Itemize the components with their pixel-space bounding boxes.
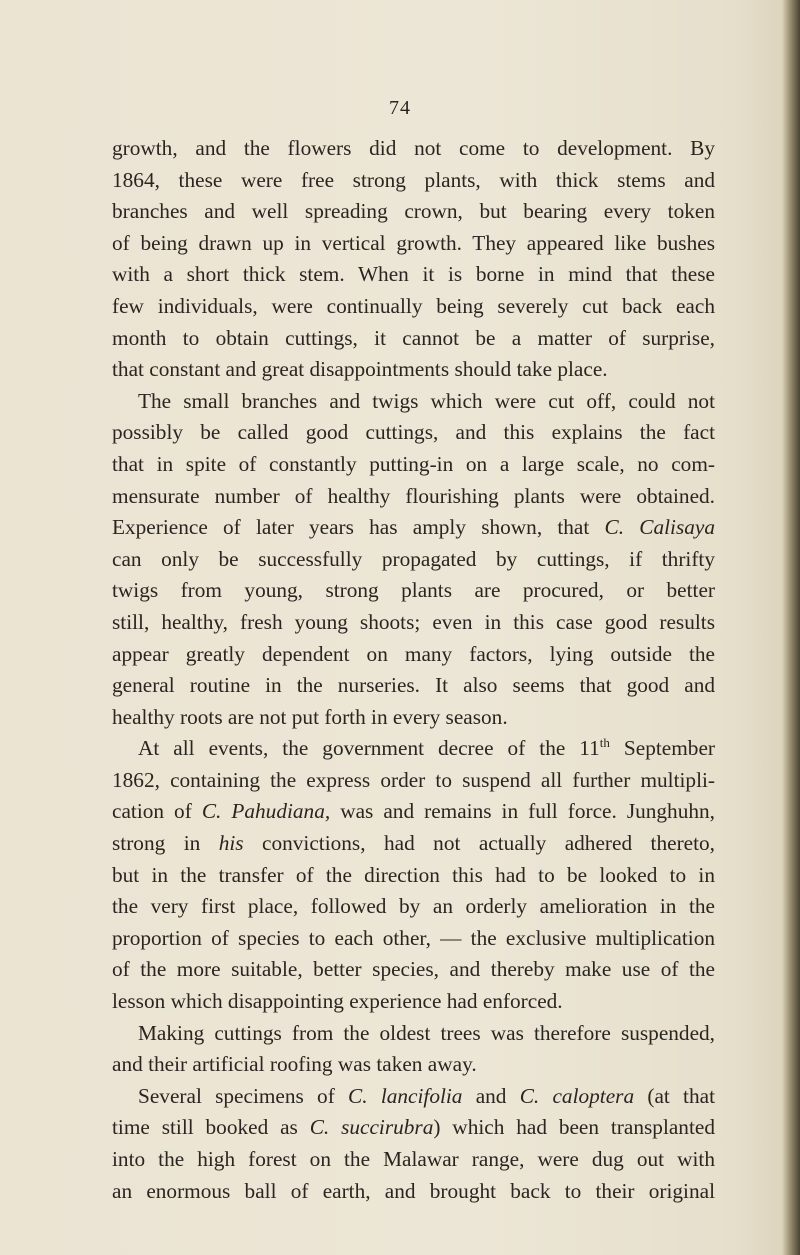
text-line: cation of C. Pahudiana, was and remains in full force. Junghuhn, xyxy=(112,799,715,824)
text-line: general routine in the nurseries. It also seems that good and xyxy=(112,673,715,698)
text-line: 1864, these were free strong plants, with thick stems and xyxy=(112,167,715,192)
species-name: C. lancifolia xyxy=(348,1083,463,1108)
text-line: strong in his convictions, had not actually adhered thereto, xyxy=(112,831,715,856)
text-line: few individuals, were continually being severely cut back each xyxy=(112,293,715,318)
species-name: C. calopter xyxy=(519,1083,624,1108)
species-name: C. succirubra xyxy=(309,1115,434,1140)
text-line: the very first place, followed by an orderly amelioration in the xyxy=(112,894,715,919)
text-line: of being drawn up in vertical growth. They appeared like bushes xyxy=(112,230,715,255)
text-line: At all events, the government decree of the 11th September xyxy=(138,735,715,761)
text-line: of the more suitable, better species, and thereby make use of the xyxy=(112,957,715,982)
species-name: C. Pahudiana, xyxy=(201,799,331,824)
text-line: that in spite of constantly putting-in on a large scale, no com- xyxy=(112,451,715,476)
emphasis: his xyxy=(218,831,244,856)
species-name: a xyxy=(623,1083,635,1108)
text-line: growth, and the flowers did not come to development. By xyxy=(112,136,715,160)
species-name: C. Calisaya xyxy=(604,515,716,540)
text-line: The small branches and twigs which were cut off, could not xyxy=(138,388,715,413)
text-line: lesson which disappointing experience had enforced. xyxy=(112,989,563,1014)
text-line: Making cuttings from the oldest trees was therefore suspended, xyxy=(138,1020,715,1045)
text-line: healthy roots are not put forth in every season. xyxy=(112,704,508,729)
text-line: into the high forest on the Malawar range, were dug out with xyxy=(112,1147,715,1171)
text-line: possibly be called good cuttings, and this explains the fact xyxy=(112,420,715,445)
text-line: Several specimens of C. lancifolia and C. caloptera (at that xyxy=(138,1083,715,1108)
text-line: 1862, containing the express order to suspend all further multipli- xyxy=(112,767,715,792)
text-line: Experience of later years has amply shown, that C. Calisaya xyxy=(112,515,716,540)
text-line: but in the transfer of the direction this had to be looked to in xyxy=(112,862,715,887)
text-line: appear greatly dependent on many factors, lying outside the xyxy=(112,641,715,666)
text-line: time still booked as C. succirubra) which had been transplanted xyxy=(112,1115,715,1140)
body-text xyxy=(112,133,715,1207)
text-line: and their artificial roofing was taken away. xyxy=(112,1052,477,1077)
page-number: 74 xyxy=(389,97,411,119)
text-line: with a short thick stem. When it is borne in mind that these xyxy=(112,262,715,287)
text-line: twigs from young, strong plants are procured, or better xyxy=(112,578,715,603)
text-line: proportion of species to each other, — the exclusive multiplication xyxy=(112,925,715,950)
text-line: can only be successfully propagated by cuttings, if thrifty xyxy=(112,546,715,571)
text-line: month to obtain cuttings, it cannot be a matter of surprise, xyxy=(112,325,715,350)
page-edge-shadow xyxy=(782,0,800,1255)
text-line: an enormous ball of earth, and brought back to their original xyxy=(112,1178,715,1203)
text-line: mensurate number of healthy flourishing plants were obtained. xyxy=(112,483,715,508)
text-line: that constant and great disappointments should take place. xyxy=(112,357,608,382)
text-line: still, healthy, fresh young shoots; even in this case good results xyxy=(112,609,715,634)
ordinal-suffix: th xyxy=(599,735,610,751)
text-line: branches and well spreading crown, but bearing every token xyxy=(112,199,715,224)
